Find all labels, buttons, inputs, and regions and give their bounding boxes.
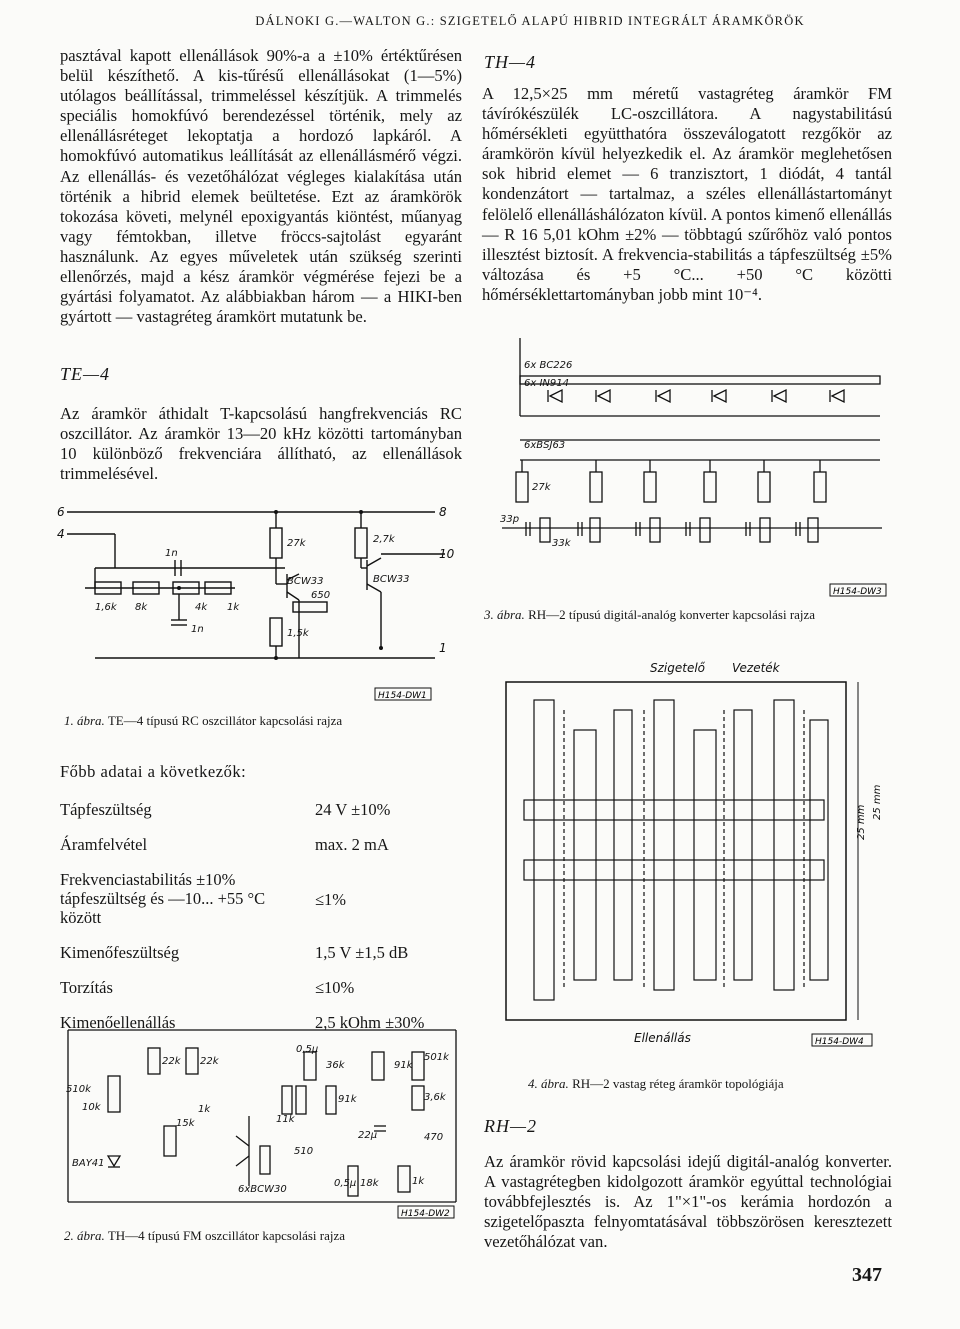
spec-row <box>60 978 480 997</box>
fig4-tag: H154-DW4 <box>815 1037 864 1047</box>
fig3-label-r33: 33k <box>552 538 571 549</box>
fig1-caption <box>64 713 342 729</box>
fig2-label-470: 470 <box>424 1132 444 1143</box>
fig1-node-4: 4 <box>57 527 65 541</box>
fig4-dim-vertical: 25 mm <box>856 804 867 840</box>
fig4-label-ellenallas: Ellenállás <box>634 1031 691 1045</box>
fig1-schematic <box>55 498 475 708</box>
fig3-label-transistors: 6x BC226 <box>524 360 573 371</box>
spec-value: max. 2 mA <box>315 835 389 854</box>
fig3-tag: H154-DW3 <box>833 587 882 597</box>
fig2-label-22u: 22μ <box>358 1130 378 1141</box>
te4-paragraph: Az áramkör áthidalt T-kapcsolású hangfrekvenciás RC oszcillátor. Az áramkör 13—20 kHz közötti tartományban 10 különböző frekvenciára állítható, az ellenállások trimmelésével. <box>60 404 462 484</box>
fig2-label-11k: 11k <box>276 1114 295 1125</box>
fig2-label-36k-b: 3,6k <box>424 1092 446 1103</box>
fig1-node-10: 10 <box>439 547 455 561</box>
specs-heading: Főbb adatai a következők: <box>60 762 247 781</box>
spec-value: 24 V ±10% <box>315 800 391 819</box>
fig2-caption <box>64 1228 345 1244</box>
fig2-label-22k-a: 22k <box>162 1056 181 1067</box>
fig2-label-501k: 501k <box>424 1052 449 1063</box>
fig2-label-36k: 36k <box>326 1060 345 1071</box>
fig4-caption-text: RH—2 vastag réteg áramkör topológiája <box>572 1076 784 1091</box>
fig2-label-510: 510 <box>294 1146 314 1157</box>
fig2-label-91k-b: 91k <box>338 1094 357 1105</box>
fig1-label-t2: BCW33 <box>373 574 410 585</box>
fig1-label-c2: 1n <box>191 624 204 635</box>
fig2-schematic <box>64 1026 464 1226</box>
fig1-label-t1: BCW33 <box>287 576 324 587</box>
fig4-label-vezetek: Vezeték <box>732 661 780 675</box>
fig2-label-transistors: 6xBCW30 <box>238 1184 287 1195</box>
fig1-caption-text: TE—4 típusú RC oszcillátor kapcsolási rajza <box>107 713 343 728</box>
fig2-label-15k: 15k <box>176 1118 195 1129</box>
rh2-heading: RH—2 <box>484 1116 537 1136</box>
fig3-label-r27: 27k <box>532 482 551 493</box>
fig3-caption-number: 3. ábra. <box>484 607 525 622</box>
fig2-label-1k-b: 1k <box>412 1176 425 1187</box>
fig1-label-r4: 1k <box>227 602 240 613</box>
spec-value: 1,5 V ±1,5 dB <box>315 943 409 962</box>
spec-value: ≤10% <box>315 978 355 997</box>
fig4-label-szigetelo: Szigetelő <box>650 661 706 675</box>
spec-row <box>60 800 480 819</box>
intro-paragraph: pasztával kapott ellenállások 90%-a a ±10% értéktűrésen belül készíthető. A kis-tűrésű ellenállásokat (1—5%) utólagos beállítással, trimmeléssel készítjük. A trimmelés speciális homokfúvó berendezéssel történik, mely az ellenállásréteget lekoptatja a hordozó lapkáról. A homokfúvó automatikus leállítását az ellenállásmérő végzi. Az ellenállás- és vezetőhálózat végleges kialakítása után történik a hibrid elemek beültetése. Ezt az áramkörök tokozása követi, melynél epoxigyantás kiöntést, műanyag vagy fémtokban, illetve fröccs-sajtolást egyaránt használunk. Az egyes műveletek után szükség szerinti ellenőrzés, majd a kész áramkör végmérése fejezi be a gyártási folyamatot. Az alábbiakban három — a HIKI-ben gyártott — vastagréteg áramkört mutatunk be. <box>60 46 462 327</box>
fig2-label-510k: 510k <box>66 1084 91 1095</box>
spec-row <box>60 870 480 927</box>
fig1-node-1: 1 <box>439 641 447 655</box>
running-header: DÁLNOKI G.—WALTON G.: SZIGETELŐ ALAPÚ HIBRID INTEGRÁLT ÁRAMKÖRÖK <box>255 14 805 28</box>
fig3-label-zener: 6xBSJ63 <box>524 440 566 451</box>
fig1-tag: H154-DW1 <box>378 691 427 701</box>
fig3-caption <box>484 607 815 623</box>
fig1-label-r2: 8k <box>135 602 148 613</box>
fig2-label-1k-a: 1k <box>198 1104 211 1115</box>
spec-label: Frekvenciastabilitás ±10% tápfeszültség és —10... +55 °C között <box>60 870 266 927</box>
fig1-label-r5: 27k <box>287 538 306 549</box>
fig2-tag: H154-DW2 <box>401 1209 450 1219</box>
fig1-label-r7: 650 <box>311 590 331 601</box>
spec-value: ≤1% <box>315 890 347 909</box>
fig4-caption <box>528 1076 784 1092</box>
fig4-topology <box>494 650 894 1070</box>
fig1-node-8: 8 <box>439 505 447 519</box>
spec-row <box>60 835 480 854</box>
spec-label: Kimenőellenállás <box>60 1013 176 1032</box>
rh2-paragraph: Az áramkör rövid kapcsolási idejű digitál-analóg konverter. A vastagrétegben kidolgozott áramkör egyúttal technológiai továbbfejlesztés is. Az 1"×1"-os kerámia hordozón a szigetelőpaszta felnyomtatásával többszörösen keresztezett vezetőhálózat van. <box>484 1152 892 1252</box>
fig2-label-22k-b: 22k <box>200 1056 219 1067</box>
fig1-caption-number: 1. ábra. <box>64 713 105 728</box>
fig2-label-91k-a: 91k <box>394 1060 413 1071</box>
fig1-label-r6: 2,7k <box>373 534 395 545</box>
fig2-label-diode: BAY41 <box>72 1158 105 1169</box>
specs-table <box>60 762 480 1048</box>
fig1-label-r1: 1,6k <box>95 602 117 613</box>
th4-paragraph: A 12,5×25 mm méretű vastagréteg áramkör FM távírókészülék LC-oszcillátora. A nagystabilitású hőmérsékleti együtthatóra összeválogatott rezgőkör az áramkörön kívül helyezkedik el. Az áramkör meglehetősen sok hibrid elemet — 6 tranzisztort, 1 diódát, 4 tantál kondenzátort — tartalmaz, a széles ellenállástartományt felölelő ellenálláshálózaton kívül. A pontos kimenő ellenállás — R 16 5,01 kOhm ±2% — többtagú szűrőhöz való pontos illesztést biztosít. A frekvencia-stabilitás a tápfeszültség ±5% változása és +5 °C... +50 °C közötti hőmérséklettartományban jobb mint 10⁻⁴. <box>482 84 892 304</box>
fig3-label-c33: 33p <box>500 514 520 525</box>
fig2-label-05u-b: 0,5μ <box>334 1178 357 1189</box>
th4-heading: TH—4 <box>484 52 537 72</box>
fig4-dim-outer: 25 mm <box>872 784 883 820</box>
fig4-caption-number: 4. ábra. <box>528 1076 569 1091</box>
fig3-caption-text: RH—2 típusú digitál-analóg konverter kapcsolási rajza <box>528 607 816 622</box>
fig2-caption-text: TH—4 típusú FM oszcillátor kapcsolási rajza <box>107 1228 346 1243</box>
fig2-label-10k: 10k <box>82 1102 101 1113</box>
spec-label: Tápfeszültség <box>60 800 152 819</box>
spec-value: 2,5 kOhm ±30% <box>315 1013 425 1032</box>
te4-heading: TE—4 <box>60 364 111 384</box>
spec-row <box>60 943 480 962</box>
fig2-caption-number: 2. ábra. <box>64 1228 105 1243</box>
fig3-label-diodes: 6x IN914 <box>524 378 569 389</box>
spec-label: Torzítás <box>60 978 113 997</box>
spec-label: Kimenőfeszültség <box>60 943 180 962</box>
fig2-label-18k: 18k <box>360 1178 379 1189</box>
fig1-node-6: 6 <box>57 505 65 519</box>
spec-label: Áramfelvétel <box>60 835 148 854</box>
fig1-label-c1: 1n <box>165 548 178 559</box>
fig1-label-r8: 1,5k <box>287 628 309 639</box>
fig3-schematic <box>490 330 900 605</box>
fig1-label-r3: 4k <box>195 602 208 613</box>
fig2-label-05u: 0,5μ <box>296 1044 319 1055</box>
page-number: 347 <box>852 1264 882 1286</box>
